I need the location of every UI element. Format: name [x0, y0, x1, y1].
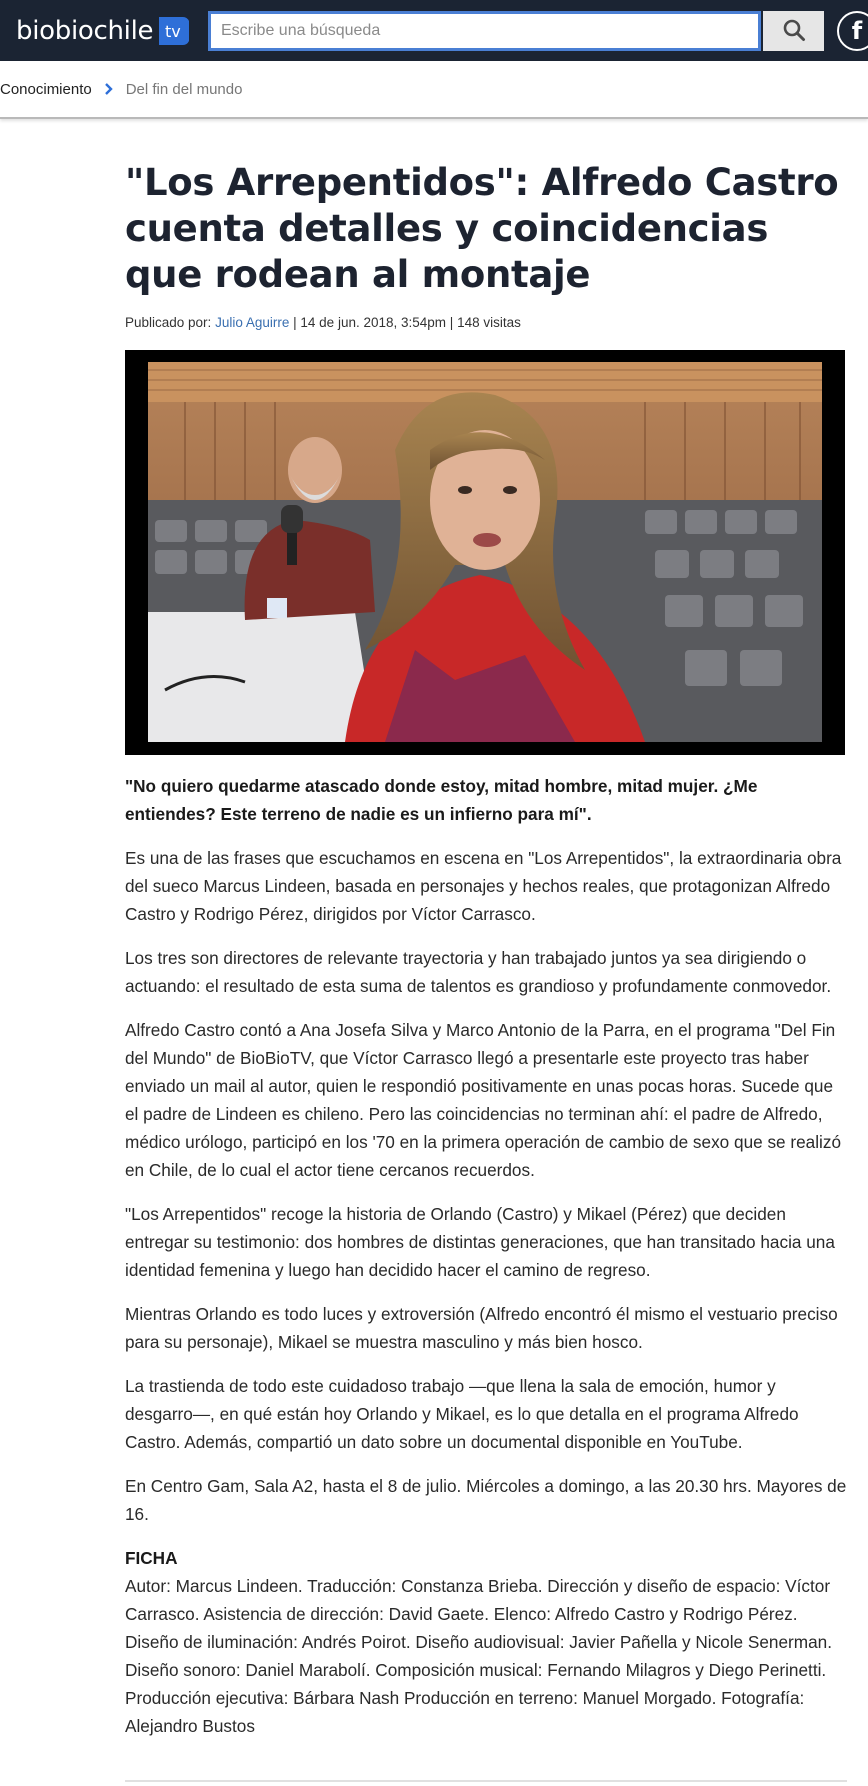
search-icon — [782, 18, 806, 45]
published-by-label: Publicado por: — [125, 315, 212, 330]
ficha-text: Autor: Marcus Lindeen. Traducción: Constanza Brieba. Dirección y diseño de espacio: Víctor Carrasco. Asistencia de dirección: David Gaete. Elenco: Alfredo Castro y Rodrigo Pérez. Diseño de iluminación: Andrés Poirot. Diseño audiovisual: Javier Pañella y Nicole Senerman. Diseño sonoro: Daniel Marabolí. Composición musical: Fernando Milagros y Diego Perinetti. Producción ejecutiva: Bárbara Nash Producción en terreno: Manuel Morgado. Fotografía: Alejandro Bustos — [125, 1576, 832, 1736]
paragraph: Mientras Orlando es todo luces y extroversión (Alfredo encontró él mismo el vestuario preciso para su personaje), Mikael se muestra masculino y más bien hosco. — [125, 1304, 838, 1352]
tv-badge-text: tv — [165, 22, 181, 41]
author-link[interactable]: Julio Aguirre — [215, 315, 290, 330]
publish-date: 14 de jun. 2018, 3:54pm — [300, 315, 447, 330]
lead-quote: "No quiero quedarme atascado donde estoy, mitad hombre, mitad mujer. ¿Me entiendes? Este terreno de nadie es un infierno para mí". — [125, 776, 758, 824]
paragraph: "Los Arrepentidos" recoge la historia de Orlando (Castro) y Mikael (Pérez) que deciden entregar su testimonio: dos hombres de distintas generaciones, que han transitado hacia una identidad femenina y luego han decidido hacer el camino de regreso. — [125, 1204, 835, 1280]
paragraph: Los tres son directores de relevante trayectoria y han trabajado juntos ya sea dirigiendo o actuando: el resultado de esta suma de talentos es grandioso y profundamente conmovedor. — [125, 948, 832, 996]
top-navbar — [0, 0, 868, 61]
breadcrumb-item-conocimiento[interactable]: Conocimiento — [0, 80, 92, 98]
article-body — [125, 772, 847, 1740]
chevron-right-icon — [104, 82, 114, 96]
article-meta — [125, 315, 845, 330]
tv-badge-icon — [157, 14, 191, 48]
paragraph: Alfredo Castro contó a Ana Josefa Silva y Marco Antonio de la Parra, en el programa "Del Fin del Mundo" de BioBioTV, que Víctor Carrasco llegó a presentarle este proyecto tras haber enviado un mail al autor, quien le respondió positivamente en unas pocas horas. Sucede que el padre de Lindeen es chileno. Pero las coincidencias no terminan ahí: el padre de Alfredo, médico urólogo, participó en los '70 en la primera operación de cambio de sexo que se realizó en Chile, de lo cual el actor tiene cercanos recuerdos. — [125, 1020, 842, 1180]
ficha-heading: FICHA — [125, 1548, 178, 1568]
divider — [125, 1780, 847, 1782]
search-button[interactable] — [763, 11, 824, 51]
article-title: "Los Arrepentidos": Alfredo Castro cuenta detalles y coincidencias que rodean al montaje — [125, 161, 839, 296]
meta-separator: | — [293, 315, 301, 330]
meta-separator: | — [449, 315, 458, 330]
breadcrumb-item-del-fin-del-mundo[interactable]: Del fin del mundo — [125, 80, 243, 98]
article-header — [125, 160, 845, 330]
breadcrumb — [0, 61, 868, 119]
paragraph: La trastienda de todo este cuidadoso trabajo —que llena la sala de emoción, humor y desgarro—, en qué están hoy Orlando y Mikael, es lo que detalla en el programa Alfredo Castro. Además, compartió un dato sobre un documental disponible en YouTube. — [125, 1376, 799, 1452]
facebook-glyph: f — [851, 17, 863, 45]
logo-text: biobiochile — [16, 16, 154, 46]
view-count: 148 visitas — [457, 315, 521, 330]
video-frame-illustration — [125, 350, 845, 755]
paragraph: Es una de las frases que escuchamos en escena en "Los Arrepentidos", la extraordinaria obra del sueco Marcus Lindeen, basada en personajes y hechos reales, que protagonizan Alfredo Castro y Rodrigo Pérez, dirigidos por Víctor Carrasco. — [125, 848, 842, 924]
site-logo[interactable] — [16, 13, 191, 49]
search-bar — [208, 11, 824, 51]
search-input[interactable] — [208, 11, 761, 51]
facebook-icon[interactable] — [837, 11, 868, 51]
article-video[interactable] — [125, 350, 845, 755]
paragraph: En Centro Gam, Sala A2, hasta el 8 de julio. Miércoles a domingo, a las 20.30 hrs. Mayores de 16. — [125, 1476, 847, 1524]
